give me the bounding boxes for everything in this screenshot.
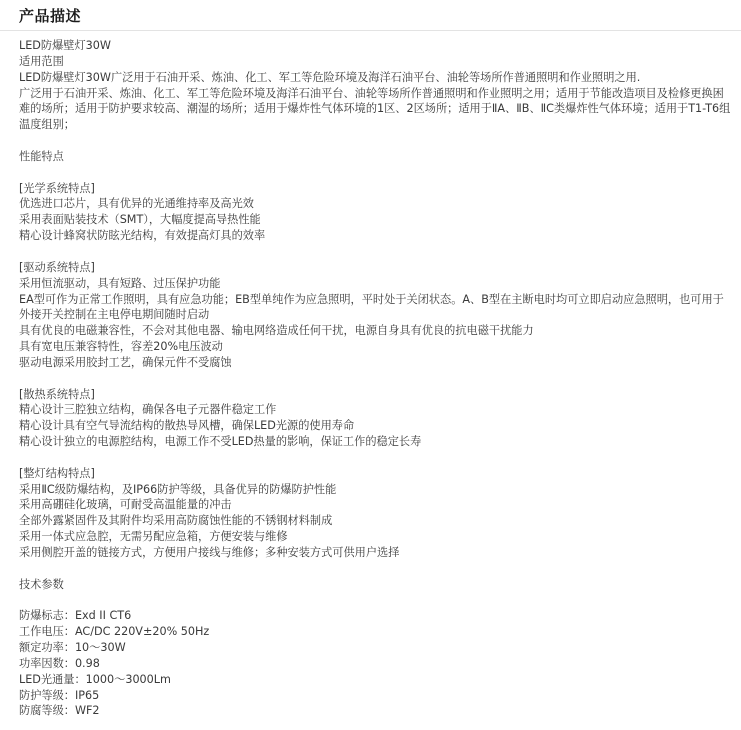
driver-item: 采用恒流驱动，具有短路、过压保护功能 (19, 276, 221, 290)
scope-text: 广泛用于石油开采、炼油、化工、军工等危险环境及海洋石油平台、油轮等场所作普通照明和作业照明之用；适用于节能改造项目及检修更换困难的场所；适用于防护要求较高、潮湿的场所；适用于爆炸性气体环境的1区、2区场所；适用于ⅡA、ⅡB、ⅡC类爆炸性气体环境；适用于T1-T6组温度组别； (19, 86, 731, 132)
spec-item: LED光通量：1000～3000Lm (19, 672, 171, 686)
spec-item: 额定功率：10～30W (19, 641, 126, 655)
page-title: 产品描述 (19, 7, 82, 25)
scope-heading: 适用范围 (19, 54, 64, 68)
spacer (19, 450, 731, 466)
thermal-item: 精心设计独立的电源腔结构，电源工作不受LED热量的影响，保证工作的稳定长寿 (19, 435, 422, 449)
driver-heading: [驱动系统特点] (19, 260, 95, 274)
specs-heading: 技术参数 (19, 577, 64, 591)
structure-heading: [整灯结构特点] (19, 466, 95, 480)
spacer (19, 165, 731, 181)
thermal-item: 精心设计三腔独立结构，确保各电子元器件稳定工作 (19, 403, 277, 417)
thermal-item: 精心设计具有空气导流结构的散热导风槽，确保LED光源的使用寿命 (19, 419, 355, 433)
thermal-heading: [散热系统特点] (19, 387, 95, 401)
driver-item: 具有宽电压兼容特性，容差20%电压波动 (19, 340, 223, 354)
structure-item: 采用侧腔开盖的链接方式，方便用户接线与维修；多种安装方式可供用户选择 (19, 546, 400, 559)
optical-item: 优选进口芯片，具有优异的光通维持率及高光效 (19, 197, 254, 211)
features-heading: 性能特点 (19, 149, 64, 163)
spec-item: 防爆标志：Exd II CT6 (19, 609, 132, 623)
driver-item: 驱动电源采用胶封工艺，确保元件不受腐蚀 (19, 355, 232, 369)
spacer (19, 593, 731, 609)
spacer (19, 371, 731, 387)
optical-heading: [光学系统特点] (19, 181, 95, 195)
spec-item: 工作电压：AC/DC 220V±20% 50Hz (19, 625, 210, 639)
spec-item: 防腐等级：WF2 (19, 704, 100, 718)
spec-item: 防护等级：IP65 (19, 688, 100, 702)
product-description (19, 38, 731, 719)
scope-text: LED防爆壁灯30W广泛用于石油开采、炼油、化工、军工等危险环境及海洋石油平台、油轮等场所作普通照明和作业照明之用. (19, 70, 641, 84)
driver-item: EA型可作为正常工作照明，具有应急功能；EB型单纯作为应急照明，平时处于关闭状态。A、B型在主断电时均可立即启动应急照明，也可用于外接开关控制在主电停电期间随时启动 (19, 292, 724, 322)
structure-item: 全部外露紧固件及其附件均采用高防腐蚀性能的不锈钢材料制成 (19, 514, 333, 528)
driver-item: 具有优良的电磁兼容性，不会对其他电器、输电网络造成任何干扰，电源自身具有优良的抗电磁干扰能力 (19, 324, 534, 338)
spacer (19, 133, 731, 149)
spec-item: 功率因数：0.98 (19, 656, 100, 670)
section-header (0, 0, 741, 31)
spacer (19, 561, 731, 577)
optical-item: 采用表面贴装技术（SMT），大幅度提高导热性能 (19, 213, 261, 227)
structure-item: 采用一体式应急腔，无需另配应急箱，方便安装与维修 (19, 530, 288, 544)
product-name: LED防爆壁灯30W (19, 39, 111, 52)
structure-item: 采用ⅡC级防爆结构，及IP66防护等级，具备优异的防爆防护性能 (19, 482, 337, 496)
spacer (19, 244, 731, 260)
structure-item: 采用高硼硅化玻璃，可耐受高温能量的冲击 (19, 498, 232, 512)
optical-item: 精心设计蜂窝状防眩光结构，有效提高灯具的效率 (19, 229, 266, 243)
